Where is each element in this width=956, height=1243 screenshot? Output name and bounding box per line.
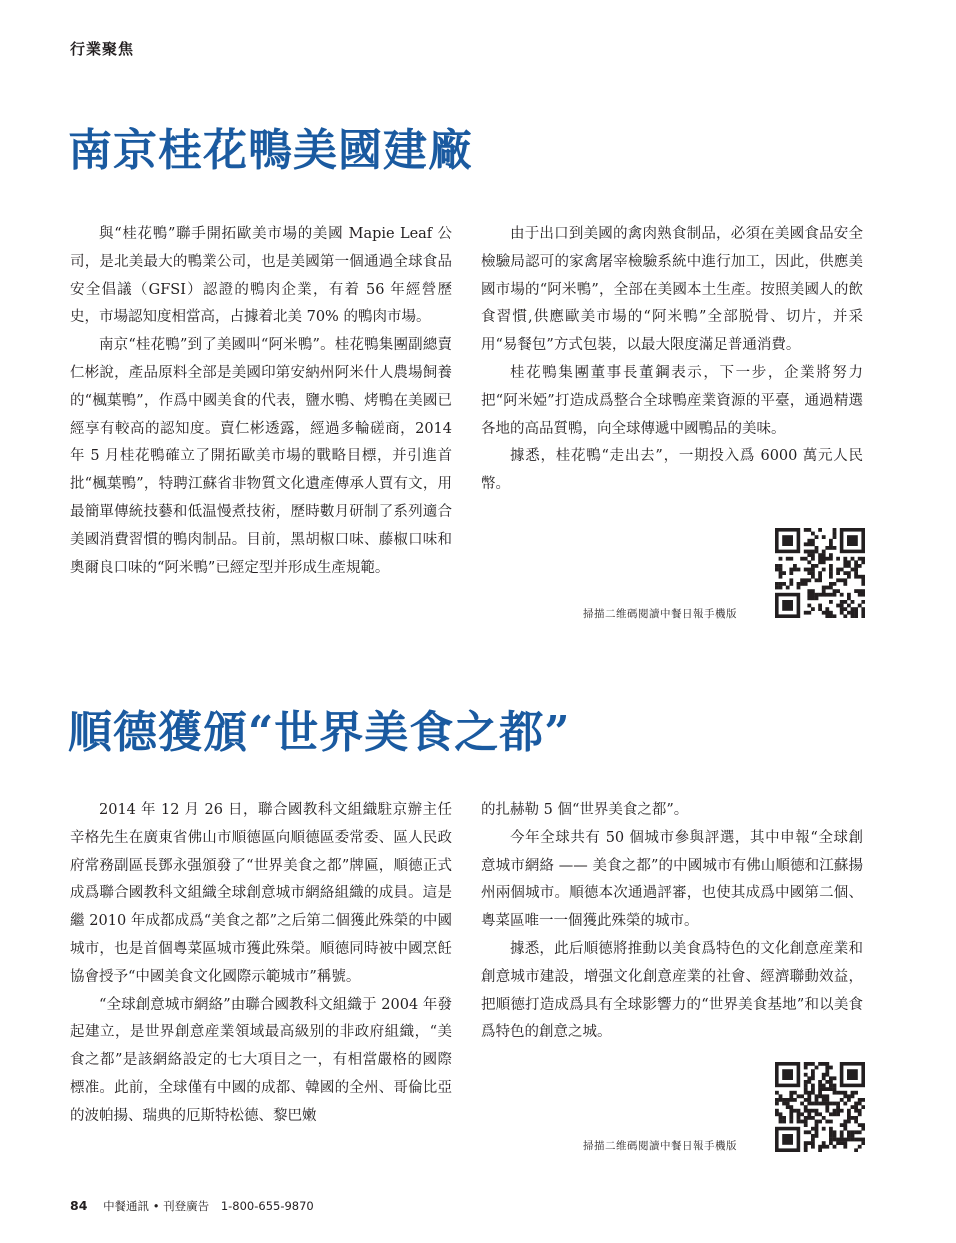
article-1-title: 南京桂花鴨美國建廠 [68,125,473,176]
publication-name: 中餐通訊 • 刊登廣告 [103,1199,210,1213]
paragraph: 今年全球共有 50 個城市參與評選，其中申報“全球創意城市網絡 —— 美食之都”的中國城市有佛山順德和江蘇揚州兩個城市。順德本次通過評審，也使其成爲中國第二個、粵菜區唯一一個獲此殊榮的城市。 [481,829,863,930]
section-label: 行業聚焦 [70,40,135,58]
article-2-title: 順德獲頒“世界美食之都” [68,707,571,758]
paragraph: “全球創意城市網絡”由聯合國教科文組織于 2004 年發起建立，是世界創意産業領域最高級别的非政府組織，“美食之都”是該網絡設定的七大項目之一，有相當嚴格的國際標准。此前，全球僅有中國的成都、韓國的全州、哥倫比亞的波帕揚、瑞典的厄斯特松德、黎巴嫩 [70,996,452,1124]
paragraph: 據悉，桂花鴨“走出去”，一期投入爲 6000 萬元人民幣。 [481,448,863,493]
phone-number: 1-800-655-9870 [220,1199,314,1213]
article-1-right-column [481,221,863,499]
paragraph: 由于出口到美國的禽肉熟食制品，必須在美國食品安全檢驗局認可的家禽屠宰檢驗系統中進行加工，因此，供應美國市場的“阿米鴨”，全部在美國本土生產。按照美國人的飲食習慣,供應歐美市場的“阿米鴨”全部脱骨、切片，并采用“易餐包”方式包裝，以最大限度滿足普通消費。 [481,226,863,354]
paragraph: 與“桂花鴨”聯手開拓歐美市場的美國 Mapie Leaf 公司，是北美最大的鴨業公司，也是美國第一個通過全球食品安全倡議（GFSI）認證的鴨肉企業，有着 56 年經營歷史，市場認知度相當高，占據着北美 70% 的鴨肉市場。 [70,226,452,326]
qr-code-icon[interactable] [775,1062,865,1152]
paragraph: 桂花鴨集團董事長董鋼表示，下一步，企業將努力把“阿米婭”打造成爲整合全球鴨産業資源的平臺，通過精選各地的高品質鴨，向全球傳遞中國鴨品的美味。 [481,364,863,437]
article-2-right-column [481,797,863,1047]
qr-code-icon[interactable] [775,528,865,618]
qr-caption: 掃描二维碼閱讀中餐日報手機版 [583,1140,737,1152]
paragraph: 2014 年 12 月 26 日，聯合國教科文組織駐京辦主任辛格先生在廣東省佛山市順德區向順德區委常委、區人民政府常務副區長鄧永强頒發了“世界美食之都”牌匾，順德正式成爲聯合國教科文組織全球創意城市網絡組織的成員。這是繼 2010 年成都成爲“美食之都”之后第二個獲此殊榮的中國城市，也是首個粵菜區城市獲此殊榮。順德同時被中國烹飪協會授予“中國美食文化國際示範城市”稱號。 [70,802,452,985]
paragraph: 南京“桂花鴨”到了美國叫“阿米鴨”。桂花鴨集團副總賣仁彬說，產品原料全部是美國印第安納州阿米什人農場飼養的“楓葉鴨”，作爲中國美食的代表，鹽水鴨、烤鴨在美國已經享有較高的認知度。賣仁彬透露，經過多輪磋商，2014 年 5 月桂花鴨確立了開拓歐美市場的戰略目標，并引進首批“楓葉鴨”，特聘江蘇省非物質文化遺產傳承人賈有文，用最簡單傳統技藝和低温慢煮技術，歷時數月研制了系列適合美國消費習慣的鴨肉制品。目前，黑胡椒口味、藤椒口味和奧爾良口味的“阿米鴨”已經定型并形成生產規範。 [70,337,452,576]
page-footer [70,1198,314,1214]
paragraph-continuation: 的扎赫勒 5 個“世界美食之都”。 [481,802,689,818]
article-1-left-column [70,221,452,582]
article-2-left-column [70,797,452,1131]
qr-caption: 掃描二维碼閱讀中餐日報手機版 [583,608,737,620]
page-number: 84 [70,1198,88,1213]
paragraph: 據悉，此后順德將推動以美食爲特色的文化創意産業和創意城市建設，增强文化創意産業的社會、經濟聯動效益，把順德打造成爲具有全球影響力的“世界美食基地”和以美食爲特色的創意之城。 [481,940,863,1041]
